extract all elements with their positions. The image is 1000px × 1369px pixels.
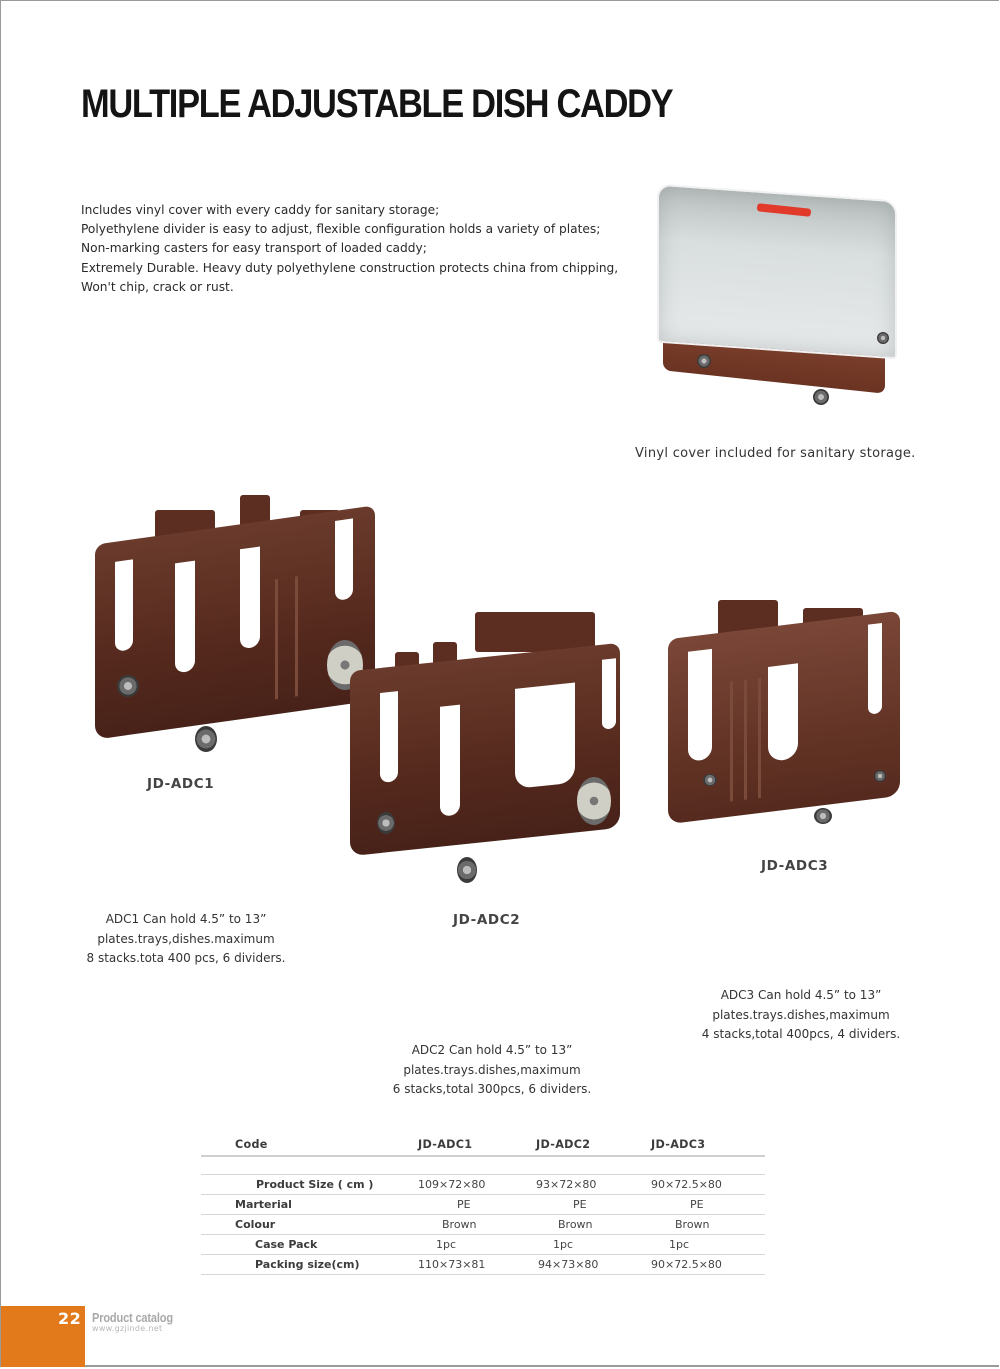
table-row [201, 1215, 765, 1235]
cover-caption: Vinyl cover included for sanitary storage. [635, 446, 916, 461]
description-line: plates.trays,dishes.maximum [97, 931, 275, 946]
header-adc1: JD-ADC1 [418, 1138, 473, 1151]
cell-value: 1pc [669, 1238, 690, 1251]
table-row [201, 1255, 765, 1275]
cell-value: 90×72.5×80 [651, 1258, 722, 1271]
cell-value: PE [690, 1198, 704, 1211]
cell-value: Brown [675, 1218, 710, 1231]
product-description-adc3 [701, 986, 901, 1045]
page-number: 22 [58, 1309, 82, 1328]
feature-item: Polyethylene divider is easy to adjust, flexible configuration holds a variety of plates; [81, 222, 601, 237]
row-label: Product Size ( cm ) [256, 1178, 374, 1191]
table-row [201, 1235, 765, 1255]
header-adc2: JD-ADC2 [536, 1138, 591, 1151]
feature-item: Non-marking casters for easy transport of loaded caddy; [81, 241, 427, 256]
feature-item: Includes vinyl cover with every caddy for sanitary storage; [81, 203, 440, 217]
cell-value: Brown [558, 1218, 593, 1231]
cell-value: 93×72×80 [536, 1178, 597, 1191]
website-url: www.gzjinde.net [92, 1324, 163, 1333]
model-label-adc2: JD-ADC2 [453, 912, 521, 928]
cell-value: 109×72×80 [418, 1178, 486, 1191]
model-label-adc3: JD-ADC3 [761, 858, 829, 874]
table-header-row [201, 1134, 765, 1157]
product-image-adc1 [95, 490, 380, 760]
header-adc3: JD-ADC3 [651, 1138, 706, 1151]
table-row [201, 1195, 765, 1215]
description-line: plates.trays.dishes,maximum [712, 1007, 890, 1022]
product-image-adc2 [345, 612, 630, 892]
row-label: Case Pack [255, 1238, 318, 1251]
cell-value: 110×73×81 [418, 1258, 486, 1271]
cell-value: PE [457, 1198, 471, 1211]
row-label: Colour [235, 1218, 276, 1231]
header-code: Code [235, 1138, 268, 1151]
cell-value: 1pc [553, 1238, 574, 1251]
model-label-adc1: JD-ADC1 [147, 776, 215, 792]
feature-item: Extremely Durable. Heavy duty polyethylene construction protects china from chipping, [81, 260, 619, 275]
feature-list [81, 201, 618, 297]
description-line: plates.trays.dishes,maximum [403, 1062, 581, 1077]
cell-value: 1pc [436, 1238, 457, 1251]
product-description-adc1 [86, 910, 286, 969]
description-line: ADC1 Can hold 4.5” to 13” [105, 912, 267, 926]
page-title: MULTIPLE ADJUSTABLE DISH CADDY [81, 82, 673, 126]
catalog-title: Product catalog [92, 1310, 173, 1325]
product-image-adc3 [668, 600, 903, 825]
feature-item: Won't chip, crack or rust. [81, 279, 234, 294]
product-description-adc2 [392, 1041, 592, 1100]
cell-value: PE [573, 1198, 587, 1211]
description-line: 6 stacks,total 300pcs, 6 dividers. [392, 1082, 592, 1096]
cell-value: 94×73×80 [538, 1258, 599, 1271]
row-label: Marterial [235, 1198, 292, 1211]
description-line: ADC2 Can hold 4.5” to 13” [411, 1043, 573, 1057]
row-label: Packing size(cm) [255, 1258, 360, 1271]
spec-table [201, 1134, 765, 1275]
description-line: ADC3 Can hold 4.5” to 13” [720, 988, 882, 1002]
description-line: 8 stacks.tota 400 pcs, 6 dividers. [86, 951, 286, 965]
table-row-empty [201, 1157, 765, 1175]
vinyl-cover-image [655, 192, 900, 407]
cell-value: Brown [442, 1218, 477, 1231]
cell-value: 90×72.5×80 [651, 1178, 722, 1191]
description-line: 4 stacks,total 400pcs, 4 dividers. [701, 1027, 901, 1041]
table-row [201, 1175, 765, 1195]
